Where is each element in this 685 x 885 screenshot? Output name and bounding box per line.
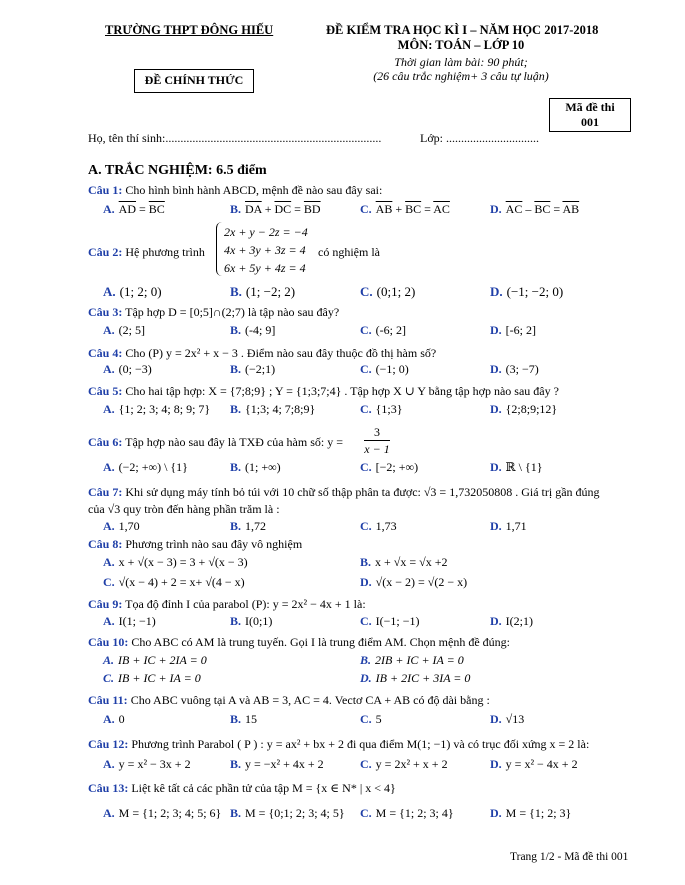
q4-option-c[interactable]: C. (−1; 0) [360,362,409,376]
question-1: Câu 1: Cho hình bình hành ABCD, mệnh đề nào sau đây sai: [88,183,383,197]
page-footer: Trang 1/2 - Mã đề thi 001 [510,851,629,863]
q5-option-d[interactable]: D. {2;8;9;12} [490,402,558,416]
q1-option-b[interactable]: B. $\overline{DA} + \overline{DC} = \overline{BD}$ [230,202,321,216]
q2-option-a[interactable]: A. (1; 2; 0) [103,284,162,299]
q6-fraction-den: x − 1 [364,442,390,456]
q8-option-b[interactable]: B. x + √x = √x +2 [360,555,448,569]
q3-option-d[interactable]: D. [-6; 2] [490,323,536,337]
q11-option-a[interactable]: A. 0 [103,712,125,726]
q5-option-a[interactable]: A. {1; 2; 3; 4; 8; 9; 7} [103,402,211,416]
q8-option-a[interactable]: A. x + √(x − 3) = 3 + √(x − 3) [103,555,248,569]
q10-option-d[interactable]: D. IB + 2IC + 3IA = 0 [360,671,471,685]
system-eq-2: 4x + 3y + 3z = 4 [224,243,306,257]
q12-option-b[interactable]: B. y = −x² + 4x + 2 [230,757,324,771]
question-2: Câu 2: Hệ phương trình [88,245,205,259]
exam-structure: (26 câu trắc nghiệm+ 3 câu tự luận) [373,69,549,83]
q6-option-d[interactable]: D. ℝ \ {1} [490,460,543,474]
exam-time: Thời gian làm bài: 90 phút; [394,55,528,69]
question-10: Câu 10: Cho ABC có AM là trung tuyến. Gọi I là trung điểm AM. Chọn mệnh đề đúng: [88,635,510,649]
q6-option-c[interactable]: C. [−2; +∞) [360,460,419,474]
q11-option-c[interactable]: C. 5 [360,712,382,726]
q1-option-a[interactable]: A. $\overline{AD} = \overline{BC}$ [103,202,165,216]
q8-option-c[interactable]: C. √(x − 4) + 2 = x+ √(4 − x) [103,575,245,589]
question-11: Câu 11: Cho ABC vuông tại A và AB = 3, AC = 4. Vectơ CA + AB có độ dài bằng : [88,693,490,707]
q4-option-a[interactable]: A. (0; −3) [103,362,152,376]
q3-option-c[interactable]: C. (-6; 2] [360,323,406,337]
q4-option-d[interactable]: D. (3; −7) [490,362,539,376]
exam-subject: MÔN: TOÁN – LỚP 10 [397,38,525,52]
question-12: Câu 12: Phương trình Parabol ( P ) : y = ax² + bx + 2 đi qua điểm M(1; −1) và có trục đối xứng x = 2 là: [88,737,590,751]
q11-option-b[interactable]: B. 15 [230,712,258,726]
section-a-title: A. TRẮC NGHIỆM: 6.5 điểm [88,163,267,178]
q6-option-a[interactable]: A. (−2; +∞) \ {1} [103,460,188,474]
q3-option-b[interactable]: B. (-4; 9] [230,323,276,337]
q6-fraction-bar [364,440,390,441]
student-name-line: Họ, tên thí sinh:........................................................................ [88,131,382,145]
system-suffix: có nghiệm là [318,245,380,259]
q10-option-b[interactable]: B. 2IB + IC + IA = 0 [360,653,464,667]
q13-option-c[interactable]: C. M = {1; 2; 3; 4} [360,806,454,820]
q5-option-c[interactable]: C. {1;3} [360,402,403,416]
q5-option-b[interactable]: B. {1;3; 4; 7;8;9} [230,402,316,416]
q9-option-c[interactable]: C. I(−1; −1) [360,614,420,628]
q7-option-a[interactable]: A. 1,70 [103,519,140,533]
q9-option-d[interactable]: D. I(2;1) [490,614,533,628]
q2-option-b[interactable]: B. (1; −2; 2) [230,284,296,299]
q13-option-b[interactable]: B. M = {0;1; 2; 3; 4; 5} [230,806,345,820]
q2-option-d[interactable]: D. (−1; −2; 0) [490,284,564,299]
exam-title: ĐỀ KIỂM TRA HỌC KÌ I – NĂM HỌC 2017-2018 [326,23,599,37]
official-label: ĐỀ CHÍNH THỨC [144,73,244,87]
question-7-line-2: của √3 quy tròn đến hàng phần trăm là : [88,502,280,516]
q10-option-c[interactable]: C. IB + IC + IA = 0 [103,671,201,685]
question-9: Câu 9: Tọa độ đỉnh I của parabol (P): y = 2x² − 4x + 1 là: [88,597,366,611]
q7-option-d[interactable]: D. 1,71 [490,519,527,533]
question-5: Câu 5: Cho hai tập hợp: X = {7;8;9} ; Y = {1;3;7;4} . Tập hợp X ∪ Y bằng tập hợp nào sau đây ? [88,384,559,398]
q7-option-b[interactable]: B. 1,72 [230,519,267,533]
q13-option-d[interactable]: D. M = {1; 2; 3} [490,806,572,820]
q11-option-d[interactable]: D. √13 [490,712,525,726]
q6-fraction-num: 3 [374,425,380,439]
q1-option-d[interactable]: D. $\overline{AC} - \overline{BC} = \overline{AB}$ [490,202,580,216]
q10-option-a[interactable]: A. IB + IC + 2IA = 0 [103,653,207,667]
school-name: TRƯỜNG THPT ĐÔNG HIẾU [105,23,274,37]
q1-option-c[interactable]: C. $\overline{AB} + \overline{BC} = \overline{AC}$ [360,202,450,216]
q12-option-d[interactable]: D. y = x² − 4x + 2 [490,757,578,771]
question-3: Câu 3: Tập hợp D = [0;5]∩(2;7) là tập nào sau đây? [88,305,340,319]
q9-option-a[interactable]: A. I(1; −1) [103,614,156,628]
q7-option-c[interactable]: C. 1,73 [360,519,397,533]
q9-option-b[interactable]: B. I(0;1) [230,614,273,628]
q12-option-a[interactable]: A. y = x² − 3x + 2 [103,757,191,771]
q13-option-a[interactable]: A. M = {1; 2; 3; 4; 5; 6} [103,806,222,820]
question-13: Câu 13: Liệt kê tất cả các phần tử của tập M = {x ∈ N* | x < 4} [88,781,396,795]
class-line: Lớp: ............................... [420,131,540,145]
q6-option-b[interactable]: B. (1; +∞) [230,460,281,474]
q8-option-d[interactable]: D. √(x − 2) = √(2 − x) [360,575,468,589]
question-7: Câu 7: Khi sử dụng máy tính bỏ túi với 10 chữ số thập phân ta được: √3 = 1,732050808 . Giá trị gần đúng [88,485,600,499]
system-eq-1: 2x + y − 2z = −4 [224,225,308,239]
system-brace [216,222,223,276]
question-4: Câu 4: Cho (P) y = 2x² + x − 3 . Điểm nào sau đây thuộc đồ thị hàm số? [88,346,437,360]
q12-option-c[interactable]: C. y = 2x² + x + 2 [360,757,448,771]
q2-option-c[interactable]: C. (0;1; 2) [360,284,416,299]
exam-code-label: Mã đề thi [565,100,615,114]
q3-option-a[interactable]: A. (2; 5] [103,323,145,337]
system-eq-3: 6x + 5y + 4z = 4 [224,261,306,275]
question-6: Câu 6: Tập hợp nào sau đây là TXĐ của hàm số: y = [88,435,343,449]
exam-code: 001 [581,115,599,129]
q4-option-b[interactable]: B. (−2;1) [230,362,276,376]
question-8: Câu 8: Phương trình nào sau đây vô nghiệm [88,537,303,551]
